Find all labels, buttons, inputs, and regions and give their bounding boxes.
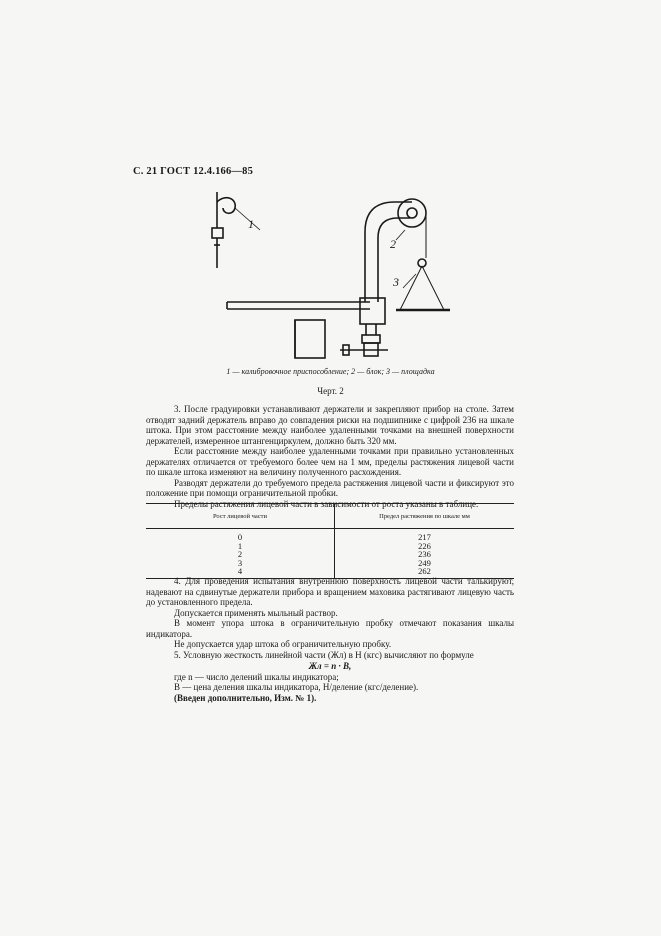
table-cell: 3 xyxy=(146,559,335,568)
table-row xyxy=(146,550,514,559)
table-header: Предел растяжения по шкале мм xyxy=(335,504,515,529)
table-cell: 217 xyxy=(418,532,431,542)
table-row xyxy=(146,542,514,551)
table-cell: 1 xyxy=(146,542,335,551)
table-cell: 262 xyxy=(335,567,515,578)
figure-caption: 1 — калибровочное приспособление; 2 — блок; 3 — площадка xyxy=(226,367,435,376)
amendment-note: (Введен дополнительно, Изм. № 1). xyxy=(174,692,317,703)
table-header: Рост лицевой части xyxy=(146,504,335,529)
table-row xyxy=(146,559,514,568)
figure-label: Черт. 2 xyxy=(317,386,344,396)
text-block-bottom xyxy=(146,576,514,703)
where-line: B — цена деления шкалы индикатора, Н/деление (кгс/деление). xyxy=(174,682,419,692)
table-cell: 0 xyxy=(146,529,335,542)
figure-drawing xyxy=(200,190,460,365)
paragraph: 3. После градуировки устанавливают держатели и закрепляют прибор на столе. Затем отводят задний держатель вправо до совпадения риски на подшипнике с цифрой 236 на шкале штока. При этом расстояние между наиболее удаленными точками на внешней поверхности держателей, измеренное штангенциркулем, должно быть 320 мм. xyxy=(146,404,514,446)
table-cell: 236 xyxy=(418,549,431,559)
where-line: где n — число делений шкалы индикатора; xyxy=(174,671,339,682)
formula: Жл = n · B, xyxy=(308,661,352,671)
page-header: С. 21 ГОСТ 12.4.166—85 xyxy=(133,166,254,177)
paragraph: Пределы растяжения лицевой части в зависимости от роста указаны в таблице. xyxy=(174,498,479,509)
table-cell: 4 xyxy=(146,567,335,578)
table-cell: 226 xyxy=(418,540,431,551)
table-row xyxy=(146,529,514,542)
paragraph: 5. Условную жесткость линейной части (Жл) в Н (кгс) вычисляют по формуле xyxy=(174,649,474,660)
stretch-limits-table xyxy=(146,503,514,579)
paragraph: Не допускается удар штока об ограничительную пробку. xyxy=(174,639,392,649)
callout-3: 3 xyxy=(393,275,399,289)
callout-2: 2 xyxy=(390,237,396,251)
paragraph: 4. Для проведения испытания внутреннюю поверхность лицевой части талькируют, надевают на сдвинутые держатели прибора и вращением маховика растягивают лицевую часть до установленного предела. xyxy=(146,576,514,607)
paragraph: Допускается применять мыльный раствор. xyxy=(174,607,338,618)
paragraph: Если расстояние между наиболее удаленными точками при правильно установленных держателях отличается от требуемого более чем на 1 мм, пределы растяжения лицевой части по шкале штока изменяют на величину полученного расхождения. xyxy=(146,446,514,477)
table-cell: 249 xyxy=(418,557,431,568)
paragraph: Разводят держатели до требуемого предела растяжения лицевой части и фиксируют это положение при помощи ограничительной пробки. xyxy=(146,477,514,498)
table-cell: 2 xyxy=(146,550,335,559)
callout-1: 1 xyxy=(248,217,254,231)
paragraph: В момент упора штока в ограничительную пробку отмечают показания шкалы индикатора. xyxy=(146,618,514,639)
text-block-top xyxy=(146,404,514,509)
